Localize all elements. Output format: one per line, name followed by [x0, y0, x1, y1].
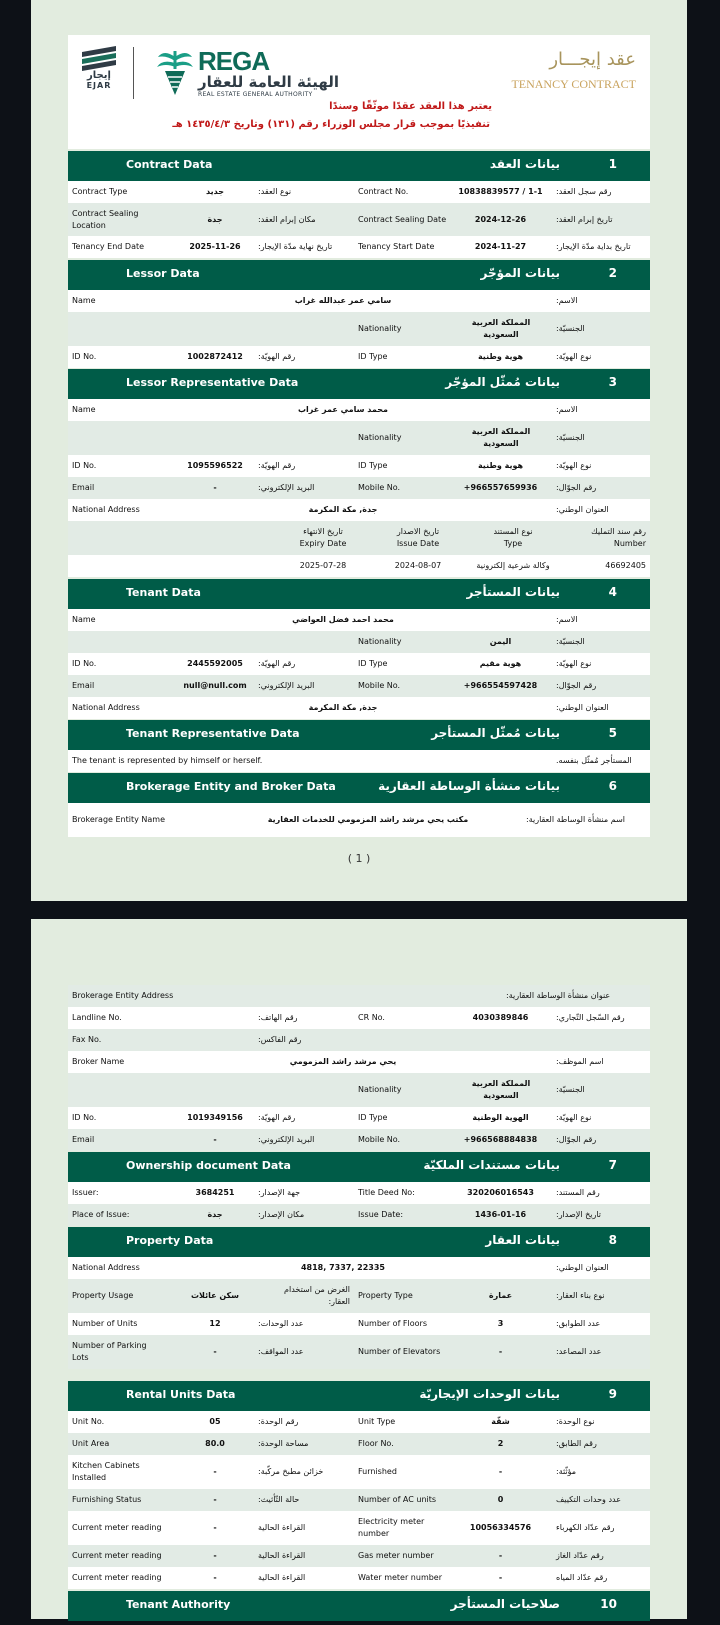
field-label-ar: القراءة الحالية: [258, 1551, 306, 1560]
field-label-en: Contract Type: [72, 187, 128, 196]
field-label-en: Current meter reading: [72, 1573, 162, 1582]
table-row: [68, 1567, 650, 1589]
field-value: 4818, 7337, 22335: [300, 1263, 385, 1272]
field-label-en: Nationality: [358, 1085, 402, 1094]
table-row: [68, 1279, 650, 1313]
field-label-en: Current meter reading: [72, 1551, 162, 1560]
field-label-ar: عدد وحدات التكييف: [556, 1495, 621, 1504]
notice-line-1: يعتبر هذا العقد عقدًا موثّقًا وسندًا: [329, 101, 492, 112]
table-row: [68, 181, 650, 203]
field-label-ar: اسم منشأة الوساطة العقارية:: [526, 815, 626, 824]
field-label-ar: الاسم:: [556, 296, 578, 305]
section-header-tenant: [68, 579, 650, 609]
field-label-en: Contract No.: [358, 187, 409, 196]
field-label-en: Email: [72, 483, 95, 492]
section-title-ar: بيانات مُمثّل المؤجّر: [445, 375, 560, 389]
doc-col-issue: [373, 521, 463, 555]
field-value: 1436-01-16: [474, 1210, 527, 1219]
field-value: هوية وطنية: [477, 352, 524, 361]
field-value: 1095596522: [187, 461, 243, 470]
field-value: يحي مرشد راشد المزمومي: [289, 1057, 397, 1066]
field-label-ar: رقم عدّاد المياه: [556, 1573, 608, 1582]
field-label-ar: نوع الهويّة:: [556, 461, 592, 470]
field-label-ar: رقم عدّاد الكهرباء: [556, 1523, 615, 1532]
field-label-en: ID No.: [72, 1113, 97, 1122]
field-label-en: ID No.: [72, 659, 97, 668]
contract-page-1: [31, 0, 687, 901]
field-value: 4030389846: [472, 1013, 529, 1022]
table-row: [68, 203, 650, 236]
field-label-ar: تاريخ بداية مدّة الإيجار:: [556, 242, 631, 251]
field-value: -: [213, 1135, 217, 1144]
field-label-en: Mobile No.: [358, 1135, 401, 1144]
field-value: هوية مقيم: [479, 659, 522, 668]
field-label-en: Number of AC units: [358, 1495, 437, 1504]
field-value: سامي عمر عبدالله غراب: [294, 296, 392, 305]
field-label-ar: نوع بناء العقار:: [556, 1291, 605, 1300]
section-header-property: [68, 1227, 650, 1257]
field-label-ar: العنوان الوطني:: [556, 505, 609, 514]
doc-col-expiry: [278, 521, 368, 555]
field-label-ar: العنوان الوطني:: [556, 1263, 609, 1272]
section-title-en: Tenant Authority: [126, 1598, 231, 1611]
table-row: [68, 1411, 650, 1433]
field-label-ar: نوع العقد:: [258, 187, 292, 196]
section-header-rental-units: [68, 1381, 650, 1411]
ejar-logo-en: EJAR: [86, 81, 112, 90]
section-number: 4: [608, 585, 617, 599]
field-label-en: Tenancy Start Date: [358, 242, 435, 251]
field-value: 320206016543: [467, 1188, 534, 1197]
section-title-ar: بيانات المستأجر: [466, 585, 560, 599]
section-title-en: Lessor Representative Data: [126, 376, 299, 389]
field-label-ar: العنوان الوطني:: [556, 703, 609, 712]
field-value: المملكة العربية السعودية: [471, 318, 531, 339]
field-label-en: Water meter number: [358, 1573, 443, 1582]
field-label-ar: عدد المواقف:: [258, 1347, 304, 1356]
field-value: جدة, مكة المكرمة: [308, 703, 378, 712]
field-label-ar: رقم الهويّة:: [258, 1113, 296, 1122]
section-header-tenant-authority: [68, 1591, 650, 1621]
field-label-en: Email: [72, 1135, 95, 1144]
section-title-en: Lessor Data: [126, 267, 200, 280]
field-label-ar: تاريخ نهاية مدّة الإيجار:: [258, 242, 333, 251]
table-row: [68, 499, 650, 521]
field-value: 3684251: [195, 1188, 235, 1197]
field-value: شقّة: [491, 1417, 510, 1426]
section-header-ownership: [68, 1152, 650, 1182]
rega-logo-ar: الهيئة العامة للعقار: [198, 73, 340, 91]
field-label-ar: عدد الطوابق:: [556, 1319, 601, 1328]
field-label-ar: رقم الهويّة:: [258, 352, 296, 361]
field-value: 10838839577 / 1-1: [458, 187, 543, 196]
page-2-body: [68, 985, 650, 1625]
field-label-ar: خزائن مطبخ مركّبة:: [258, 1467, 324, 1476]
section-number: 10: [600, 1597, 617, 1611]
field-label-en: Mobile No.: [358, 681, 401, 690]
field-label-ar: الاسم:: [556, 615, 578, 624]
field-value: 05: [209, 1417, 221, 1426]
field-value: +966557659936: [463, 483, 538, 492]
table-row: [68, 1073, 650, 1107]
section-number: 6: [608, 779, 617, 793]
field-label-ar: رقم سجل العقد:: [556, 187, 612, 196]
field-label-ar: نوع الهويّة:: [556, 1113, 592, 1122]
field-value: -: [213, 1347, 217, 1356]
field-value: محمد احمد فضل العواضي: [292, 615, 394, 624]
field-label-en: Nationality: [358, 433, 402, 442]
doc-value: 2024-08-07: [394, 561, 442, 570]
section-header-lessor: [68, 260, 650, 290]
field-label-en: Furnishing Status: [72, 1495, 142, 1504]
ejar-logo-ar: إيجار: [87, 70, 111, 81]
table-row: [68, 290, 650, 312]
field-value: -: [213, 1551, 217, 1560]
field-value: 3: [497, 1319, 504, 1328]
field-label-en: Name: [72, 615, 96, 624]
title-ar: عقد إيجـــار: [549, 49, 636, 70]
doc-label-ar: تاريخ الانتهاء: [303, 527, 343, 536]
field-label-ar: رقم الطابق:: [556, 1439, 597, 1448]
doc-label-ar: رقم سند التمليك: [591, 527, 646, 536]
field-label-ar: عدد المصاعد:: [556, 1347, 602, 1356]
section-title-en: Brokerage Entity and Broker Data: [126, 780, 336, 793]
notice-line-2: تنفيذيًا بموجب قرار مجلس الوزراء رقم (١٣١) وتاريخ ١٤٣٥/٤/٣ هـ: [172, 119, 490, 130]
table-row: [68, 1455, 650, 1489]
section-title-en: Property Data: [126, 1234, 214, 1247]
field-label-ar: رقم الهويّة:: [258, 659, 296, 668]
field-label-en: Furnished: [358, 1467, 397, 1476]
section-title-ar: بيانات مُمثّل المستأجر: [431, 726, 560, 740]
field-value: مكتب يحي مرشد راشد المزمومي للخدمات العقارية: [267, 815, 469, 824]
table-row: [68, 399, 650, 421]
field-value: -: [498, 1467, 503, 1476]
page-number: ( 1 ): [347, 852, 371, 865]
field-value: المملكة العربية السعودية: [471, 1079, 531, 1100]
table-row: [68, 1433, 650, 1455]
section-title-ar: بيانات العقار: [485, 1233, 560, 1247]
field-value: 2024-11-27: [474, 242, 527, 251]
field-label-ar: حالة التّأثيث:: [258, 1495, 300, 1504]
doc-label-en: Type: [503, 539, 523, 548]
field-value: 2: [497, 1439, 504, 1448]
doc-label-en: Number: [613, 539, 646, 548]
field-label-en: Electricity meter number: [358, 1517, 425, 1538]
field-label-en: Title Deed No:: [358, 1188, 415, 1197]
field-label-en: Place of Issue:: [72, 1210, 130, 1219]
table-row: [68, 1489, 650, 1511]
section-title-ar: بيانات المؤجّر: [480, 266, 560, 280]
doc-label-en: Issue Date: [396, 539, 440, 548]
field-label-en: Issuer:: [72, 1188, 99, 1197]
field-value: جدة: [207, 214, 223, 224]
section-number: 9: [608, 1387, 617, 1401]
section-title-en: Rental Units Data: [126, 1388, 236, 1401]
field-label-ar: البريد الإلكتروني:: [258, 1135, 315, 1144]
field-label-ar: رقم الهاتف:: [258, 1013, 298, 1022]
field-label-ar: البريد الإلكتروني:: [258, 483, 315, 492]
section-number: 1: [608, 157, 617, 171]
field-label-ar: الجنسيّة:: [556, 1085, 585, 1094]
field-label-en: Fax No.: [72, 1035, 102, 1044]
field-label-ar: الغرض من استخدام العقار:: [284, 1285, 350, 1306]
field-label-ar: رقم الجوّال:: [556, 681, 597, 690]
doc-value-row: [68, 555, 650, 577]
field-label-en: Current meter reading: [72, 1523, 162, 1532]
doc-header-row: [68, 521, 650, 555]
field-label-en: Brokerage Entity Address: [72, 991, 174, 1000]
table-row: [68, 1335, 650, 1369]
field-label-en: Mobile No.: [358, 483, 401, 492]
field-label-ar: الجنسيّة:: [556, 433, 585, 442]
field-label-ar: مكان الإصدار:: [258, 1210, 305, 1219]
table-row: [68, 697, 650, 719]
field-label-ar: مساحة الوحدة:: [258, 1439, 309, 1448]
field-label-en: National Address: [72, 1263, 140, 1272]
table-row: [68, 236, 650, 258]
section-number: 3: [608, 375, 617, 389]
field-value: 2445592005: [187, 659, 243, 668]
field-label-en: Number of Units: [72, 1319, 138, 1328]
field-value: 0: [497, 1495, 504, 1504]
table-row: [68, 1051, 650, 1073]
table-row: [68, 803, 650, 837]
field-label-ar: القراءة الحالية: [258, 1573, 306, 1582]
table-row: [68, 1545, 650, 1567]
table-row: [68, 631, 650, 653]
field-value: -: [498, 1551, 503, 1560]
field-value: الهوية الوطنية: [472, 1113, 529, 1122]
table-row: [68, 1182, 650, 1204]
doc-col-type: [468, 521, 558, 555]
table-row: [68, 1313, 650, 1335]
section-header-contract: [68, 151, 650, 181]
field-label-en: Nationality: [358, 324, 402, 333]
field-value: -: [498, 1573, 503, 1582]
section-title-ar: بيانات الوحدات الإيجاريّة: [419, 1387, 560, 1401]
doc-value: 2025-07-28: [299, 561, 347, 570]
field-label-en: ID Type: [358, 1113, 388, 1122]
field-label-ar: عدد الوحدات:: [258, 1319, 304, 1328]
field-value: المملكة العربية السعودية: [471, 427, 531, 448]
field-label-en: Property Type: [358, 1291, 413, 1300]
field-label-en: Property Usage: [72, 1291, 134, 1300]
section-title-ar: بيانات منشأة الوساطة العقارية: [378, 779, 560, 793]
table-row: [68, 1204, 650, 1226]
field-label-en: Unit No.: [72, 1417, 105, 1426]
section-title-ar: صلاحيات المستأجر: [450, 1597, 560, 1611]
section-title-en: Ownership document Data: [126, 1159, 291, 1172]
table-row: [68, 985, 650, 1007]
field-label-ar: جهة الإصدار:: [258, 1188, 301, 1197]
field-value: null@null.com: [183, 681, 247, 690]
field-value: 2024-12-26: [474, 214, 527, 224]
section-title-ar: بيانات مستندات الملكيّة: [423, 1158, 560, 1172]
title-en: TENANCY CONTRACT: [511, 77, 636, 91]
field-label-en: Tenancy End Date: [72, 242, 145, 251]
table-row: [68, 1007, 650, 1029]
field-label-ar: رقم الوحدة:: [258, 1417, 299, 1426]
field-label-ar: رقم عدّاد الغاز: [556, 1551, 604, 1560]
field-label-en: Unit Area: [72, 1439, 110, 1448]
field-label-ar: رقم الجوّال:: [556, 483, 597, 492]
field-label-en: ID No.: [72, 352, 97, 361]
table-row: [68, 750, 650, 772]
table-row: [68, 455, 650, 477]
field-label-ar: رقم الفاكس:: [258, 1035, 302, 1044]
field-label-en: Kitchen Cabinets Installed: [72, 1461, 140, 1482]
field-value: 12: [209, 1319, 221, 1328]
field-label-ar: الجنسيّة:: [556, 637, 585, 646]
field-label-en: Floor No.: [358, 1439, 394, 1448]
field-value: 1002872412: [187, 352, 243, 361]
table-row: [68, 675, 650, 697]
field-value: سكن عائلات: [190, 1291, 240, 1300]
field-label-en: Broker Name: [72, 1057, 125, 1066]
field-label-en: ID Type: [358, 461, 388, 470]
table-row: [68, 653, 650, 675]
table-row: [68, 312, 650, 346]
field-label-ar: نوع الوحدة:: [556, 1417, 595, 1426]
field-label-en: ID No.: [72, 461, 97, 470]
field-value: عمارة: [488, 1291, 513, 1300]
field-label-ar: الجنسيّة:: [556, 324, 585, 333]
field-label-ar: الاسم:: [556, 405, 578, 414]
field-label-en: The tenant is represented by himself or herself.: [72, 756, 263, 765]
field-label-en: ID Type: [358, 352, 388, 361]
table-row: [68, 1257, 650, 1279]
doc-col-number: [566, 521, 646, 555]
field-label-en: Name: [72, 405, 96, 414]
field-label-en: Landline No.: [72, 1013, 122, 1022]
field-label-en: ID Type: [358, 659, 388, 668]
field-label-ar: البريد الإلكتروني:: [258, 681, 315, 690]
section-title-en: Contract Data: [126, 158, 213, 171]
field-value: 10056334576: [469, 1523, 532, 1532]
field-label-en: Number of Elevators: [358, 1347, 441, 1356]
page-1-body: [68, 0, 650, 901]
field-label-ar: نوع الهويّة:: [556, 352, 592, 361]
field-value: هوية وطنية: [477, 461, 524, 470]
field-label-en: National Address: [72, 505, 140, 514]
field-label-ar: رقم السّجل التّجاري:: [556, 1013, 625, 1022]
section-header-brokerage: [68, 773, 650, 803]
field-value: +966554597428: [463, 681, 538, 690]
field-label-ar: القراءة الحالية: [258, 1523, 306, 1532]
field-label-ar: رقم المستند:: [556, 1188, 600, 1197]
doc-label-en: Expiry Date: [299, 539, 347, 548]
section-title-en: Tenant Data: [126, 586, 201, 599]
field-label-en: Nationality: [358, 637, 402, 646]
doc-label-ar: تاريخ الاصدار: [396, 527, 440, 536]
field-label-ar: نوع الهويّة:: [556, 659, 592, 668]
rega-logo-en: REGA: [198, 46, 270, 76]
field-value: جديد: [205, 187, 224, 196]
field-label-en: Unit Type: [358, 1417, 396, 1426]
field-value: -: [498, 1347, 503, 1356]
section-header-tenant-rep: [68, 720, 650, 750]
field-value: -: [213, 483, 217, 492]
field-label-en: Number of Parking Lots: [72, 1341, 147, 1362]
table-row: [68, 1107, 650, 1129]
table-row: [68, 346, 650, 368]
field-label-en: Brokerage Entity Name: [72, 815, 165, 824]
table-row: [68, 1511, 650, 1545]
field-value: -: [213, 1467, 217, 1476]
section-number: 5: [608, 726, 617, 740]
field-value: جدة, مكة المكرمة: [308, 505, 378, 514]
field-value: جدة: [207, 1210, 223, 1219]
field-label-en: CR No.: [358, 1013, 385, 1022]
table-row: [68, 1029, 650, 1051]
field-label-ar: مؤثّثة:: [556, 1467, 577, 1476]
field-label-ar: مكان إبرام العقد:: [258, 214, 316, 224]
field-value: اليمن: [489, 637, 512, 646]
field-value: محمد سامي عمر غراب: [297, 405, 388, 414]
section-title-en: Tenant Representative Data: [126, 727, 300, 740]
field-value: +966568884838: [463, 1135, 538, 1144]
section-title-ar: بيانات العقد: [489, 157, 560, 171]
field-value: -: [213, 1495, 217, 1504]
field-value: 2025-11-26: [189, 242, 241, 251]
field-label-ar: عنوان منشأة الوساطة العقارية:: [506, 991, 611, 1000]
rega-logo-sub: REAL ESTATE GENERAL AUTHORITY: [198, 91, 313, 98]
section-header-lessor-rep: [68, 369, 650, 399]
doc-value: وكالة شرعية إلكترونية: [476, 561, 550, 570]
field-label-en: Issue Date:: [358, 1210, 404, 1219]
field-label-en: National Address: [72, 703, 140, 712]
field-label-en: Contract Sealing Location: [72, 208, 139, 230]
doc-label-ar: نوع المستند: [493, 527, 533, 536]
doc-value: 46692405: [605, 561, 646, 570]
section-number: 8: [608, 1233, 617, 1247]
field-label-en: Gas meter number: [358, 1551, 434, 1560]
field-label-ar: اسم الموظف:: [556, 1057, 604, 1066]
contract-page-2: [31, 919, 687, 1619]
field-value: -: [213, 1523, 217, 1532]
table-row: [68, 421, 650, 455]
field-value: 1019349156: [187, 1113, 243, 1122]
section-number: 7: [608, 1158, 617, 1172]
section-number: 2: [608, 266, 617, 280]
field-value: -: [213, 1573, 217, 1582]
field-label-en: Name: [72, 296, 96, 305]
field-label-ar: رقم الجوّال:: [556, 1135, 597, 1144]
table-row: [68, 609, 650, 631]
field-label-ar: رقم الهويّة:: [258, 461, 296, 470]
field-label-en: Contract Sealing Date: [358, 214, 447, 224]
field-value: 80.0: [205, 1439, 225, 1448]
field-label-ar: تاريخ الإصدار:: [556, 1210, 602, 1219]
field-label-ar: تاريخ إبرام العقد:: [556, 214, 613, 224]
table-row: [68, 1129, 650, 1151]
field-label-en: Email: [72, 681, 95, 690]
table-row: [68, 477, 650, 499]
field-label-ar: المستأجر مُمثّل بنفسه.: [556, 756, 632, 765]
field-label-en: Number of Floors: [358, 1319, 428, 1328]
